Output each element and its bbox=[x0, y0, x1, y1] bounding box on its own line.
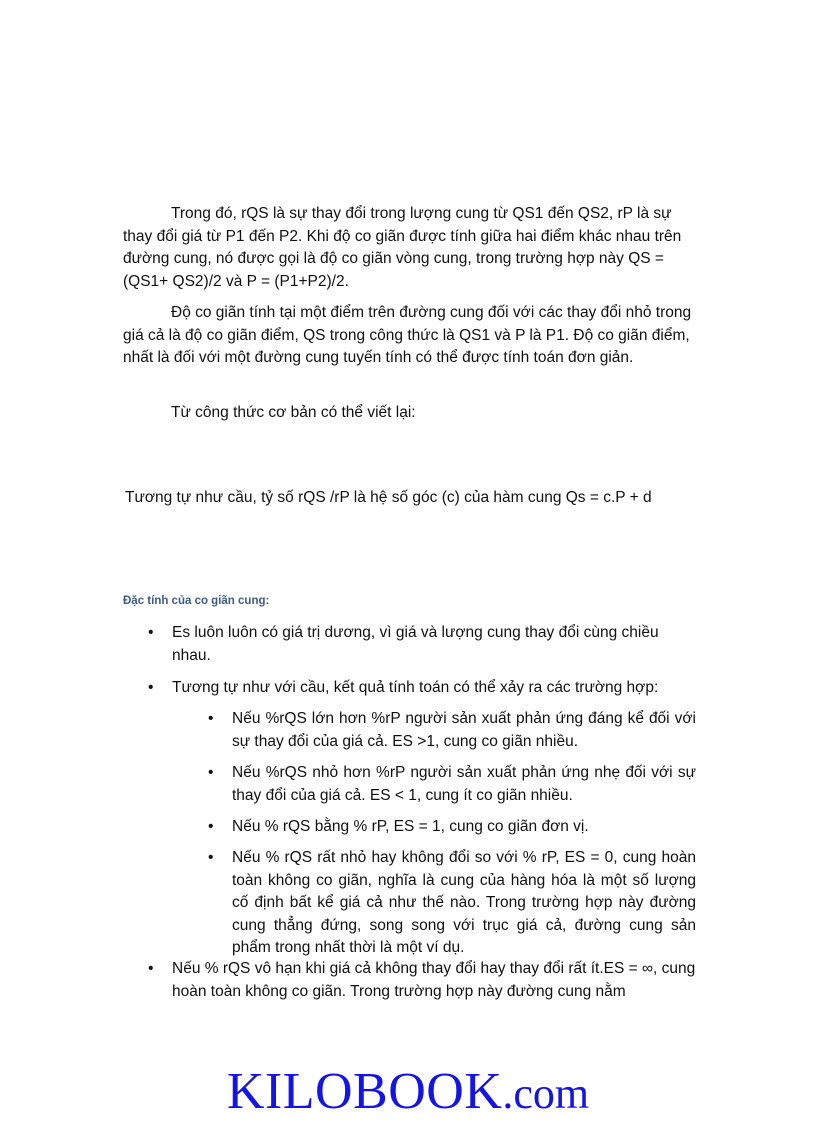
bullet-icon: • bbox=[148, 624, 154, 641]
list-item-text: Nếu % rQS vô hạn khi giá cả không thay đổi hay thay đổi rất ít.ES = ∞, cung hoàn toàn không co giãn. Trong trường hợp này đường cung nằm bbox=[172, 960, 696, 1000]
section-heading: Đặc tính của co giãn cung: bbox=[123, 595, 270, 607]
bullet-icon: • bbox=[208, 818, 214, 835]
list-item-text: Tương tự như với cầu, kết quả tính toán có thể xảy ra các trường hợp: bbox=[172, 679, 659, 696]
list-item bbox=[148, 958, 697, 1003]
list-item-text: Nếu %rQS nhỏ hơn %rP người sản xuất phản ứng nhẹ đối với sự thay đổi của giá cả. ES < 1, cung ít co giãn nhiều. bbox=[232, 764, 696, 804]
list-item bbox=[208, 816, 696, 839]
paragraph-elasticity-arc: Trong đó, rQS là sự thay đổi trong lượng cung từ QS1 đến QS2, rP là sự thay đổi giá từ P1 đến P2. Khi độ co giãn được tính giữa hai điểm khác nhau trên đường cung, nó được gọi là độ co giãn vòng cung, trong trường hợp này QS = (QS1+ QS2)/2 và P = (P1+P2)/2. bbox=[123, 205, 682, 290]
bullet-icon: • bbox=[208, 764, 214, 781]
list-item bbox=[148, 677, 697, 700]
paragraph-elasticity-point: Độ co giãn tính tại một điểm trên đường cung đối với các thay đổi nhỏ trong giá cả là độ co giãn điểm, QS trong công thức là QS1 và P là P1. Độ co giãn điểm, nhất là đối với một đường cung tuyến tính có thể được tính toán đơn giản. bbox=[123, 304, 692, 366]
list-item-text: Nếu % rQS rất nhỏ hay không đổi so với % rP, ES = 0, cung hoàn toàn không co giãn, nghĩa là cung của hàng hóa là một số lượng cố định bất kể giá cả như thế nào. Trong trường hợp này đường cung thẳng đứng, song song với trục giá cả, đường cung sản phẩm trong nhất thời là một ví dụ. bbox=[232, 849, 696, 956]
list-item-text: Nếu %rQS lớn hơn %rP người sản xuất phản ứng đáng kể đối với sự thay đổi của giá cả. ES >1, cung co giãn nhiều. bbox=[232, 710, 696, 750]
bullet-icon: • bbox=[148, 679, 154, 696]
list-item-text: Es luôn luôn có giá trị dương, vì giá và lượng cung thay đổi cùng chiều nhau. bbox=[172, 624, 659, 664]
paragraph-formula-intro: Từ công thức cơ bản có thể viết lại: bbox=[171, 404, 416, 421]
bullet-icon: • bbox=[208, 849, 214, 866]
list-item bbox=[208, 708, 696, 753]
list-item bbox=[208, 762, 696, 807]
watermark-main: KILOBOOK bbox=[226, 1063, 503, 1120]
paragraph-slope-note: Tương tự như cầu, tỷ số rQS /rP là hệ số góc (c) của hàm cung Qs = c.P + d bbox=[125, 489, 652, 506]
bullet-icon: • bbox=[208, 710, 214, 727]
list-item bbox=[148, 622, 697, 667]
bullet-icon: • bbox=[148, 960, 154, 977]
list-item bbox=[208, 847, 696, 960]
watermark-suffix: .com bbox=[502, 1069, 590, 1118]
kilobook-watermark bbox=[0, 1062, 816, 1121]
list-item-text: Nếu % rQS bằng % rP, ES = 1, cung co giãn đơn vị. bbox=[232, 818, 589, 835]
